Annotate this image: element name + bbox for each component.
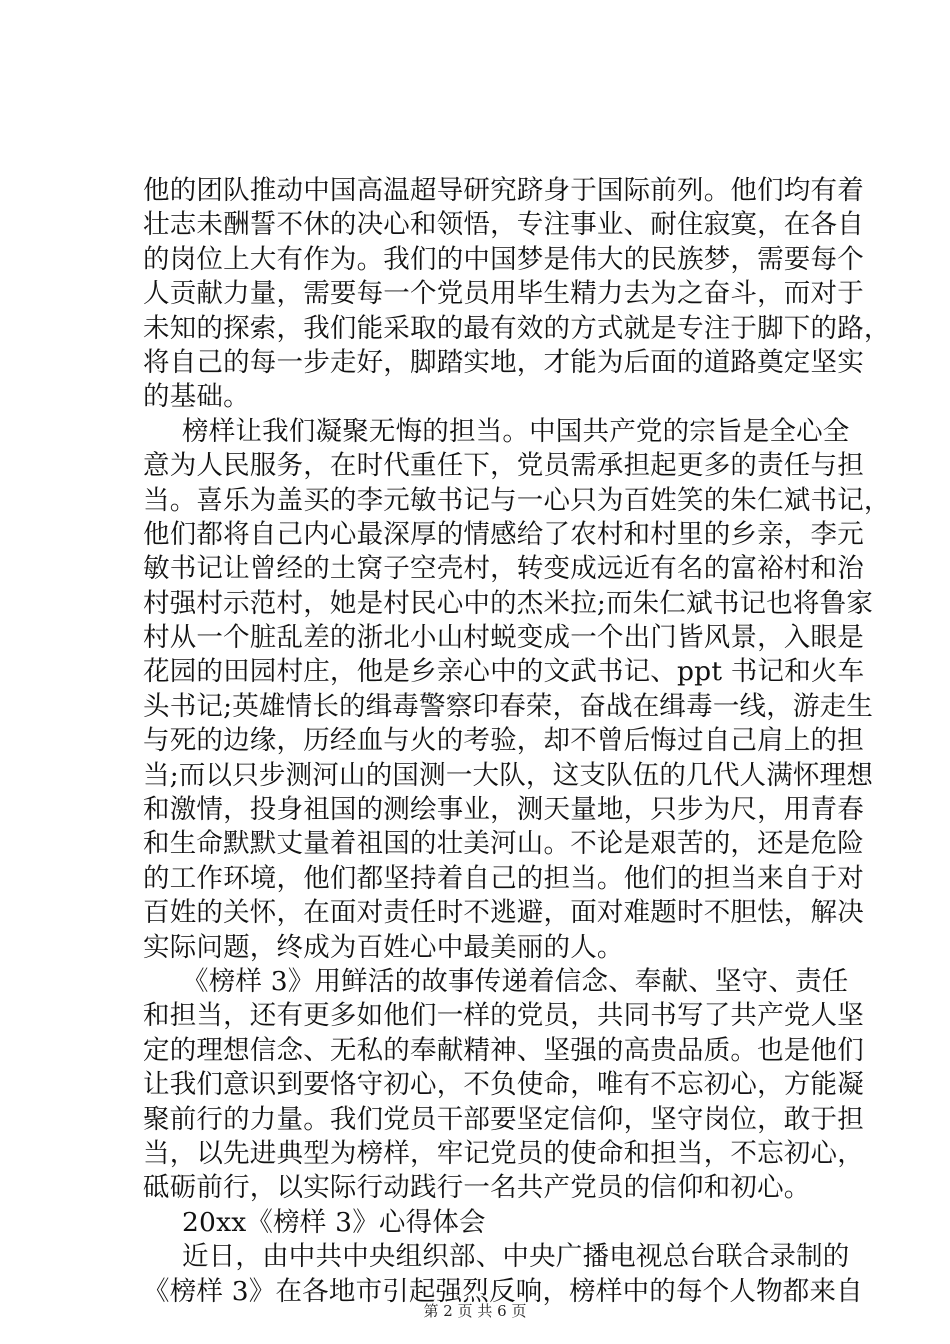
text-line: 近日，由中共中央组织部、中央广播电视总台联合录制的 bbox=[182, 1241, 850, 1273]
text-line: 百姓的关怀，在面对责任时不逃避，面对难题时不胆怯，解决 bbox=[143, 897, 864, 929]
text-line: 和生命默默丈量着祖国的壮美河山。不论是艰苦的，还是危险 bbox=[143, 828, 864, 860]
text-line: 未知的探索，我们能采取的最有效的方式就是专注于脚下的路， bbox=[143, 312, 891, 344]
text-line: 让我们意识到要恪守初心，不负使命，唯有不忘初心，方能凝 bbox=[143, 1069, 864, 1101]
text-line: 的工作环境，他们都坚持着自己的担当。他们的担当来自于对 bbox=[143, 862, 864, 894]
text-line: 当。喜乐为盖买的李元敏书记与一心只为百姓笑的朱仁斌书记， bbox=[143, 484, 891, 516]
text-line: 将自己的每一步走好，脚踏实地，才能为后面的道路奠定坚实 bbox=[143, 346, 864, 378]
text-line: 20xx《榜样 3》心得体会 bbox=[182, 1206, 486, 1238]
text-line: 与死的边缘，历经血与火的考验，却不曾后悔过自己肩上的担 bbox=[143, 725, 864, 757]
text-line: 敏书记让曾经的土窝子空壳村，转变成远近有名的富裕村和治 bbox=[143, 553, 864, 585]
text-line: 聚前行的力量。我们党员干部要坚定信仰，坚守岗位，敢于担 bbox=[143, 1103, 864, 1135]
text-line: 砥砺前行，以实际行动践行一名共产党员的信仰和初心。 bbox=[143, 1172, 811, 1204]
text-line: 花园的田园村庄，他是乡亲心中的文武书记、ppt 书记和火车 bbox=[143, 656, 865, 688]
text-line: 实际问题，终成为百姓心中最美丽的人。 bbox=[143, 931, 624, 963]
text-line: 和激情，投身祖国的测绘事业，测天量地，只步为尺，用青春 bbox=[143, 794, 864, 826]
text-line: 榜样让我们凝聚无悔的担当。中国共产党的宗旨是全心全 bbox=[182, 415, 850, 447]
text-line: 的岗位上大有作为。我们的中国梦是伟大的民族梦，需要每个 bbox=[143, 243, 864, 275]
text-line: 他们都将自己内心最深厚的情感给了农村和村里的乡亲，李元 bbox=[143, 518, 864, 550]
page-footer: 第 2 页 共 6 页 bbox=[423, 1302, 527, 1320]
text-line: 他的团队推动中国高温超导研究跻身于国际前列。他们均有着 bbox=[143, 175, 864, 206]
text-line: 《榜样 3》用鲜活的故事传递着信念、奉献、坚守、责任 bbox=[182, 965, 849, 997]
text-line: 村从一个脏乱差的浙北小山村蜕变成一个出门皆风景，入眼是 bbox=[143, 622, 864, 654]
text-line: 和担当，还有更多如他们一样的党员，共同书写了共产党人坚 bbox=[143, 1000, 864, 1032]
text-line: 当;而以只步测河山的国测一大队，这支队伍的几代人满怀理想 bbox=[143, 759, 874, 791]
text-line: 定的理想信念、无私的奉献精神、坚强的高贵品质。也是他们 bbox=[143, 1034, 864, 1066]
document-body bbox=[143, 174, 891, 1309]
text-line: 的基础。 bbox=[143, 381, 250, 413]
text-line: 壮志未酬誓不休的决心和领悟，专注事业、耐住寂寞，在各自 bbox=[143, 209, 864, 241]
text-line: 《榜样 3》在各地市引起强烈反响，榜样中的每个人物都来自 bbox=[143, 1275, 863, 1307]
text-line: 当，以先进典型为榜样，牢记党员的使命和担当，不忘初心， bbox=[143, 1137, 864, 1169]
text-line: 意为人民服务，在时代重任下，党员需承担起更多的责任与担 bbox=[143, 450, 864, 482]
text-line: 村强村示范村，她是村民心中的杰米拉;而朱仁斌书记也将鲁家 bbox=[143, 587, 874, 619]
text-line: 人贡献力量，需要每一个党员用毕生精力去为之奋斗，而对于 bbox=[143, 278, 864, 310]
text-line: 头书记;英雄情长的缉毒警察印春荣，奋战在缉毒一线，游走生 bbox=[143, 690, 874, 722]
